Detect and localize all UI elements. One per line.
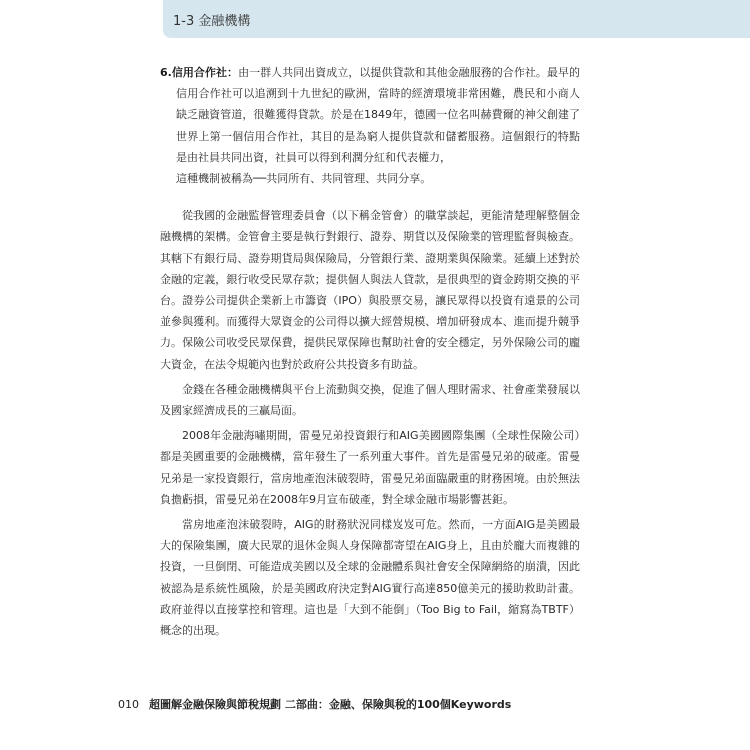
page-body xyxy=(160,62,580,641)
body-paragraph: 金錢在各種金融機構與平台上流動與交換，促進了個人理財需求、社會產業發展以及國家經濟成長的三贏局面。 xyxy=(160,382,580,418)
body-paragraph: 從我國的金融監督管理委員會（以下稱金管會）的職掌談起，更能清楚理解整個金融機構的架構。金管會主要是執行對銀行、證券、期貨以及保險業的管理監督與檢查。其轄下有銀行局、證券期貨局與保險局，分管銀行業、證期業與保險業。延續上述對於金融的定義，銀行收受民眾存款；提供個人與法人貸款，是很典型的資金跨期交換的平台。證券公司提供企業新上市籌資（IPO）與股票交易，讓民眾得以投資有遠景的公司並參與獲利。而獲得大眾資金的公司得以擴大經營規模、增加研發成本、進而提升競爭力。保險公司收受民眾保費，提供民眾保障也幫助社會的安全穩定，另外保險公司的龐大資金，在法令規範內也對於政府公共投資多有助益。 xyxy=(160,209,580,371)
item-definition-continued: 這種機制被稱為──共同所有、共同管理、共同分享。 xyxy=(176,172,432,186)
term-definition-item xyxy=(160,62,580,168)
section-title: 1-3 金融機構 xyxy=(173,14,251,29)
body-paragraph: 當房地產泡沫破裂時，AIG的財務狀況同樣岌岌可危。然而，一方面AIG是美國最大的保險集團，廣大民眾的退休金與人身保障都寄望在AIG身上，且由於龐大而複雜的投資，一旦倒閉、可能造成美國以及全球的金融體系與社會安全保障網絡的崩潰，因此被認為是系統性風險，於是美國政府決定對AIG實行高達850億美元的援助救助計畫。政府並得以直接掌控和管理。這也是「大到不能倒」（Too Big to Fail，縮寫為TBTF）概念的出現。 xyxy=(160,518,580,638)
item-definition: 由一群人共同出資成立，以提供貸款和其他金融服務的合作社。最早的信用合作社可以追溯到十九世紀的歐洲，當時的經濟環境非常困難，農民和小商人缺乏融資管道，很難獲得貸款。於是在1849年，德國一位名叫赫費爾的神父創建了世界上第一個信用合作社，其目的是為窮人提供貸款和儲蓄服務。這個銀行的特點是由社員共同出資，社員可以得到利潤分紅和代表權力， xyxy=(176,66,580,164)
item-term: 信用合作社 xyxy=(171,66,228,79)
section-header-tab xyxy=(163,0,750,38)
body-paragraph: 2008年金融海嘯期間，雷曼兄弟投資銀行和AIG美國國際集團（全球性保險公司）都是美國重要的金融機構，當年發生了一系列重大事件。首先是雷曼兄弟的破產。雷曼兄弟是一家投資銀行，當房地產泡沫破裂時，雷曼兄弟面臨嚴重的財務困境。由於無法負擔虧損，雷曼兄弟在2008年9月宣布破產，對全球金融市場影響甚鉅。 xyxy=(160,429,580,506)
page-number: 010 xyxy=(118,698,139,711)
page-footer xyxy=(118,696,511,712)
item-number: 6. xyxy=(160,66,172,79)
item-colon: ： xyxy=(227,66,239,79)
book-title: 超圖解金融保險與節稅規劃 二部曲：金融、保險與稅的100個Keywords xyxy=(149,698,512,711)
